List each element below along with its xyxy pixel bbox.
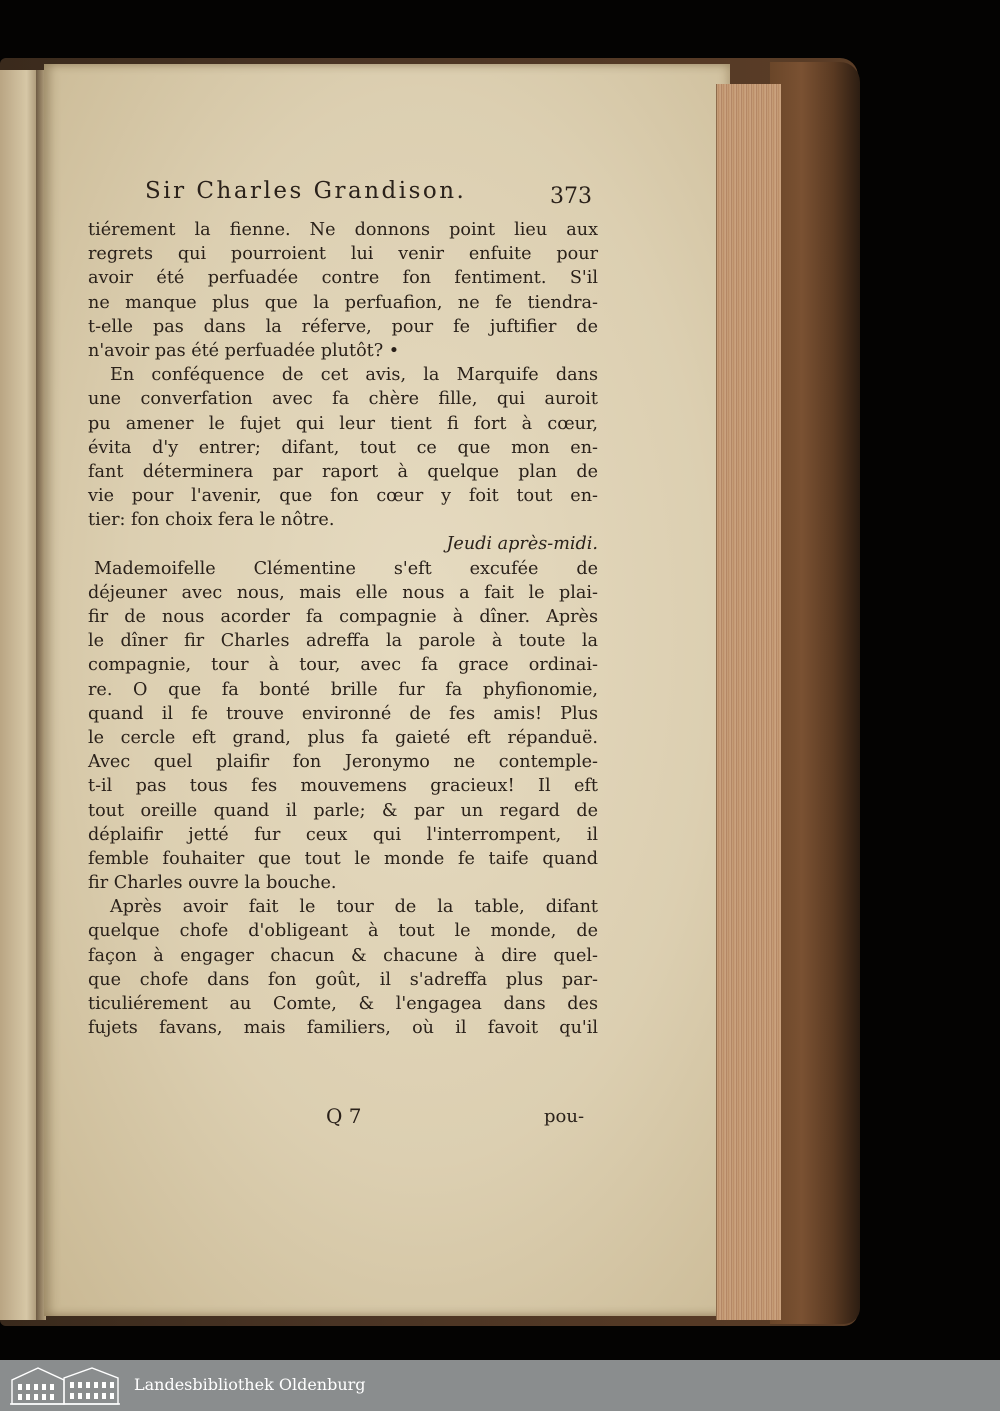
text-line: que chofe dans fon goût, il s'adreffa plus par- bbox=[88, 969, 598, 990]
text-line: n'avoir pas été perfuadée plutôt? • bbox=[88, 340, 400, 361]
page-number: 373 bbox=[550, 184, 592, 209]
text-line: vie pour l'avenir, que fon cœur y foit tout en- bbox=[88, 486, 598, 507]
facing-page-edge bbox=[0, 70, 38, 1320]
dateline: Jeudi après-midi. bbox=[446, 534, 598, 555]
text-line: tiérement la fienne. Ne donnons point lieu aux bbox=[88, 220, 598, 240]
text-line: quand il fe trouve environné de fes amis! Plus bbox=[88, 703, 598, 724]
text-line: quelque chofe d'obligeant à tout le monde, de bbox=[88, 921, 598, 942]
text-line: t-il pas tous fes mouvemens gracieux! Il eft bbox=[88, 776, 598, 797]
text-line: fant déterminera par raport à quelque plan de bbox=[88, 461, 598, 482]
text-line: fir Charles ouvre la bouche. bbox=[88, 873, 337, 894]
text-line: En conféquence de cet avis, la Marquife dans bbox=[110, 365, 598, 386]
book-cover-edge bbox=[770, 62, 860, 1324]
page-edges bbox=[716, 84, 781, 1320]
text-line: le dîner fir Charles adreffa la parole à toute la bbox=[88, 631, 598, 652]
library-footer-bar bbox=[0, 1360, 1000, 1411]
running-head: Sir Charles Grandison. bbox=[145, 178, 467, 204]
text-line: femble fouhaiter que tout le monde fe taife quand bbox=[88, 848, 598, 869]
text-line: façon à engager chacun & chacune à dire quel- bbox=[88, 945, 598, 966]
text-line: avoir été perfuadée contre fon fentiment. S'il bbox=[88, 268, 598, 289]
text-line: fujets favans, mais familiers, où il favoit qu'il bbox=[88, 1018, 598, 1039]
text-line: Avec quel plaifir fon Jeronymo ne contemple- bbox=[88, 752, 598, 773]
text-line: ne manque plus que la perfuafion, ne fe tiendra- bbox=[88, 292, 598, 313]
text-line: t-elle pas dans la réferve, pour fe juftifier de bbox=[88, 316, 598, 337]
text-line: Mademoifelle Clémentine s'eft excufée de bbox=[94, 558, 598, 579]
text-line: tout oreille quand il parle; & par un regard de bbox=[88, 800, 598, 821]
text-line: regrets qui pourroient lui venir enfuite pour bbox=[88, 244, 598, 265]
signature-mark: Q 7 bbox=[326, 1104, 362, 1128]
text-line: compagnie, tour à tour, avec fa grace ordinai- bbox=[88, 655, 598, 676]
page-body-text bbox=[88, 218, 598, 1040]
text-line: déjeuner avec nous, mais elle nous a fait le plai- bbox=[88, 582, 598, 603]
library-name: Landesbibliothek Oldenburg bbox=[134, 1375, 366, 1394]
text-line: tier: fon choix fera le nôtre. bbox=[88, 510, 335, 531]
text-line: ticuliérement au Comte, & l'engagea dans des bbox=[88, 994, 598, 1014]
text-line: le cercle eft grand, plus fa gaieté eft répanduë. bbox=[88, 727, 598, 748]
text-line: re. O que fa bonté brille fur fa phyfionomie, bbox=[88, 679, 598, 700]
catchword: pou- bbox=[544, 1106, 585, 1127]
library-building-icon bbox=[8, 1364, 122, 1406]
text-line: pu amener le fujet qui leur tient fi fort à cœur, bbox=[88, 413, 598, 434]
text-line: déplaifir jetté fur ceux qui l'interrompent, il bbox=[88, 824, 598, 845]
text-line: Après avoir fait le tour de la table, difant bbox=[110, 897, 598, 918]
text-line: évita d'y entrer; difant, tout ce que mon en- bbox=[88, 437, 598, 458]
text-line: une converfation avec fa chère fille, qui auroit bbox=[88, 389, 598, 410]
text-line: fir de nous acorder fa compagnie à dîner. Après bbox=[88, 607, 598, 627]
